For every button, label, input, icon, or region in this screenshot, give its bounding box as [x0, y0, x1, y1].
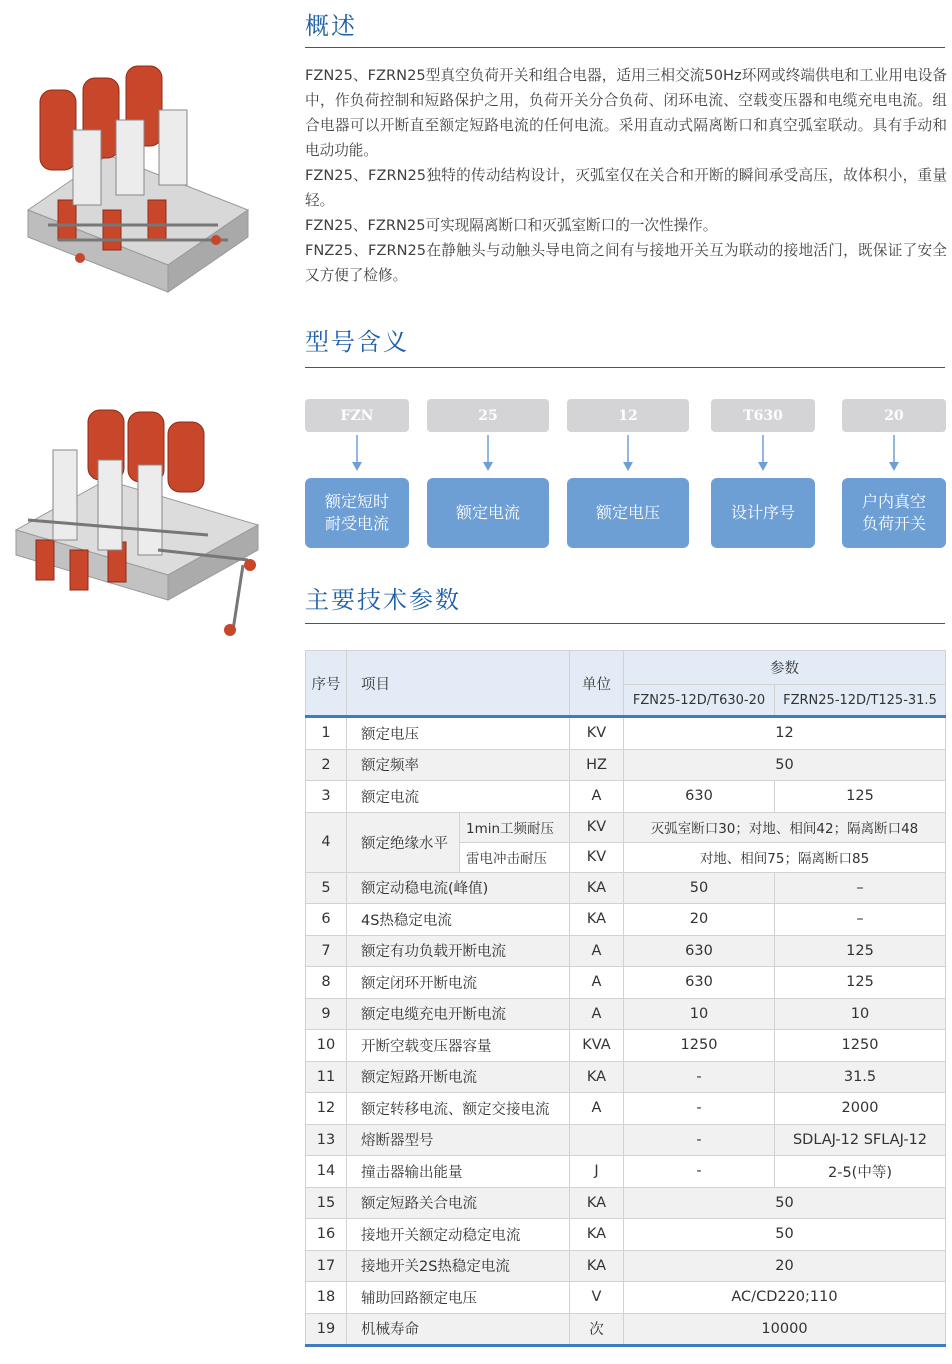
row-value: 50 [624, 1187, 946, 1219]
row-value: 20 [624, 1250, 946, 1282]
row-value-1: - [624, 1093, 775, 1125]
table-row [306, 872, 946, 904]
row-no: 13 [306, 1124, 347, 1156]
model-code-voltage: 12 [567, 399, 689, 432]
row-no: 4 [306, 812, 347, 872]
table-row [306, 749, 946, 781]
row-item: 熔断器型号 [347, 1124, 570, 1156]
row-value: 50 [624, 749, 946, 781]
row-no: 10 [306, 1030, 347, 1062]
row-value-1: 630 [624, 935, 775, 967]
header-model-1: FZN25-12D/T630-20 [624, 685, 775, 717]
row-unit: A [570, 781, 624, 813]
model-meaning-indoor-vacuum-switch: 户内真空 负荷开关 [842, 478, 946, 548]
header-param: 参数 [624, 651, 946, 685]
row-no: 17 [306, 1250, 347, 1282]
row-unit: A [570, 998, 624, 1030]
load-switch-illustration-top [18, 60, 266, 300]
row-unit: KV [570, 812, 624, 842]
row-item: 接地开关额定动稳定电流 [347, 1219, 570, 1251]
row-unit: KA [570, 904, 624, 936]
row-item: 开断空载变压器容量 [347, 1030, 570, 1062]
model-code-withstand: 20 [842, 399, 946, 432]
row-item: 机械寿命 [347, 1313, 570, 1346]
row-unit: KA [570, 1061, 624, 1093]
row-value: 灭弧室断口30；对地、相间42；隔离断口48 [624, 812, 946, 842]
row-unit: KV [570, 842, 624, 872]
row-no: 9 [306, 998, 347, 1030]
table-row [306, 1313, 946, 1346]
row-unit: KA [570, 1250, 624, 1282]
row-unit: KV [570, 717, 624, 750]
row-item: 额定频率 [347, 749, 570, 781]
row-value: 50 [624, 1219, 946, 1251]
model-title: 型号含义 [305, 328, 409, 356]
row-unit: V [570, 1282, 624, 1314]
row-no: 7 [306, 935, 347, 967]
row-item: 额定绝缘水平 [347, 812, 460, 872]
row-unit: KA [570, 1187, 624, 1219]
model-divider [305, 367, 945, 368]
row-item: 额定动稳电流(峰值) [347, 872, 570, 904]
row-unit: KA [570, 872, 624, 904]
row-value-1: - [624, 1156, 775, 1188]
table-row [306, 1124, 946, 1156]
table-row [306, 1030, 946, 1062]
row-no: 16 [306, 1219, 347, 1251]
row-unit: HZ [570, 749, 624, 781]
row-value-2: 31.5 [775, 1061, 946, 1093]
row-unit: A [570, 1093, 624, 1125]
header-item: 项目 [347, 651, 570, 717]
row-unit: KVA [570, 1030, 624, 1062]
row-unit: A [570, 935, 624, 967]
row-item: 辅助回路额定电压 [347, 1282, 570, 1314]
row-value-1: - [624, 1124, 775, 1156]
overview-text [305, 63, 947, 288]
row-no: 12 [306, 1093, 347, 1125]
row-value-2: 125 [775, 781, 946, 813]
row-item: 额定短路开断电流 [347, 1061, 570, 1093]
model-code-fzn: FZN [305, 399, 409, 432]
header-model-2: FZRN25-12D/T125-31.5 [775, 685, 946, 717]
table-row [306, 1156, 946, 1188]
params-title: 主要技术参数 [305, 586, 461, 614]
model-meaning-rated-voltage: 额定电压 [567, 478, 689, 548]
table-row [306, 1093, 946, 1125]
row-value-1: 50 [624, 872, 775, 904]
arrow-down-icon [758, 435, 768, 471]
overview-title: 概述 [305, 12, 357, 40]
row-no: 8 [306, 967, 347, 999]
row-subitem: 1min工频耐压 [460, 812, 570, 842]
row-value-2: 2000 [775, 1093, 946, 1125]
table-row [306, 998, 946, 1030]
overview-paragraph-2: FZN25、FZRN25独特的传动结构设计，灭弧室仅在关合和开断的瞬间承受高压，故体积小，重量轻。 [305, 167, 947, 209]
row-value: 对地、相间75；隔离断口85 [624, 842, 946, 872]
row-no: 18 [306, 1282, 347, 1314]
arrow-down-icon [623, 435, 633, 471]
table-row [306, 1061, 946, 1093]
header-no: 序号 [306, 651, 347, 717]
table-row [306, 1187, 946, 1219]
row-value: 10000 [624, 1313, 946, 1346]
row-no: 3 [306, 781, 347, 813]
overview-divider [305, 47, 945, 48]
row-value: 12 [624, 717, 946, 750]
model-code-current: 25 [427, 399, 549, 432]
row-item: 额定电缆充电开断电流 [347, 998, 570, 1030]
table-row [306, 781, 946, 813]
table-row [306, 1250, 946, 1282]
row-unit [570, 1124, 624, 1156]
row-value-2: 10 [775, 998, 946, 1030]
table-row [306, 1282, 946, 1314]
row-no: 11 [306, 1061, 347, 1093]
table-row [306, 1219, 946, 1251]
row-unit: KA [570, 1219, 624, 1251]
row-value-1: 1250 [624, 1030, 775, 1062]
combination-unit-illustration [8, 400, 270, 640]
row-no: 6 [306, 904, 347, 936]
row-value-2: 125 [775, 967, 946, 999]
table-row [306, 812, 946, 842]
row-no: 1 [306, 717, 347, 750]
row-item: 额定短路关合电流 [347, 1187, 570, 1219]
row-item: 撞击器输出能量 [347, 1156, 570, 1188]
row-value-2: – [775, 904, 946, 936]
row-no: 14 [306, 1156, 347, 1188]
model-meaning-withstand-current: 额定短时 耐受电流 [305, 478, 409, 548]
row-unit: A [570, 967, 624, 999]
table-row [306, 935, 946, 967]
arrow-down-icon [352, 435, 362, 471]
row-value-1: 630 [624, 781, 775, 813]
params-divider [305, 623, 945, 624]
overview-paragraph-3: FZN25、FZRN25可实现隔离断口和灭弧室断口的一次性操作。 [305, 217, 718, 234]
arrow-down-icon [483, 435, 493, 471]
row-no: 5 [306, 872, 347, 904]
row-item: 额定转移电流、额定交接电流 [347, 1093, 570, 1125]
table-row [306, 967, 946, 999]
row-subitem: 雷电冲击耐压 [460, 842, 570, 872]
table-row [306, 717, 946, 750]
row-item: 额定有功负载开断电流 [347, 935, 570, 967]
row-value-2: SDLAJ-12 SFLAJ-12 [775, 1124, 946, 1156]
row-value-2: 1250 [775, 1030, 946, 1062]
row-unit: J [570, 1156, 624, 1188]
row-no: 19 [306, 1313, 347, 1346]
row-value-2: 125 [775, 935, 946, 967]
row-value-2: – [775, 872, 946, 904]
row-no: 2 [306, 749, 347, 781]
row-no: 15 [306, 1187, 347, 1219]
row-item: 4S热稳定电流 [347, 904, 570, 936]
model-meaning-design-serial: 设计序号 [711, 478, 815, 548]
row-item: 额定闭环开断电流 [347, 967, 570, 999]
row-unit: 次 [570, 1313, 624, 1346]
row-item: 接地开关2S热稳定电流 [347, 1250, 570, 1282]
arrow-down-icon [889, 435, 899, 471]
model-meaning-rated-current: 额定电流 [427, 478, 549, 548]
model-code-design: T630 [711, 399, 815, 432]
row-value-1: 630 [624, 967, 775, 999]
header-unit: 单位 [570, 651, 624, 717]
row-value-1: - [624, 1061, 775, 1093]
parameters-table [305, 650, 946, 1347]
row-item: 额定电压 [347, 717, 570, 750]
row-value-2: 2-5(中等) [775, 1156, 946, 1188]
row-value: AC/CD220;110 [624, 1282, 946, 1314]
row-value-1: 10 [624, 998, 775, 1030]
overview-paragraph-1: FZN25、FZRN25型真空负荷开关和组合电器，适用三相交流50Hz环网或终端供电和工业用电设备中，作负荷控制和短路保护之用，负荷开关分合负荷、闭环电流、空载变压器和电缆充电电流。组合电器可以开断直至额定短路电流的任何电流。采用直动式隔离断口和真空弧室联动。具有手动和电动功能。 [305, 67, 947, 159]
table-row [306, 904, 946, 936]
row-value-1: 20 [624, 904, 775, 936]
overview-paragraph-4: FNZ25、FZRN25在静触头与动触头导电筒之间有与接地开关互为联动的接地活门，既保证了安全又方便了检修。 [305, 242, 947, 284]
row-item: 额定电流 [347, 781, 570, 813]
